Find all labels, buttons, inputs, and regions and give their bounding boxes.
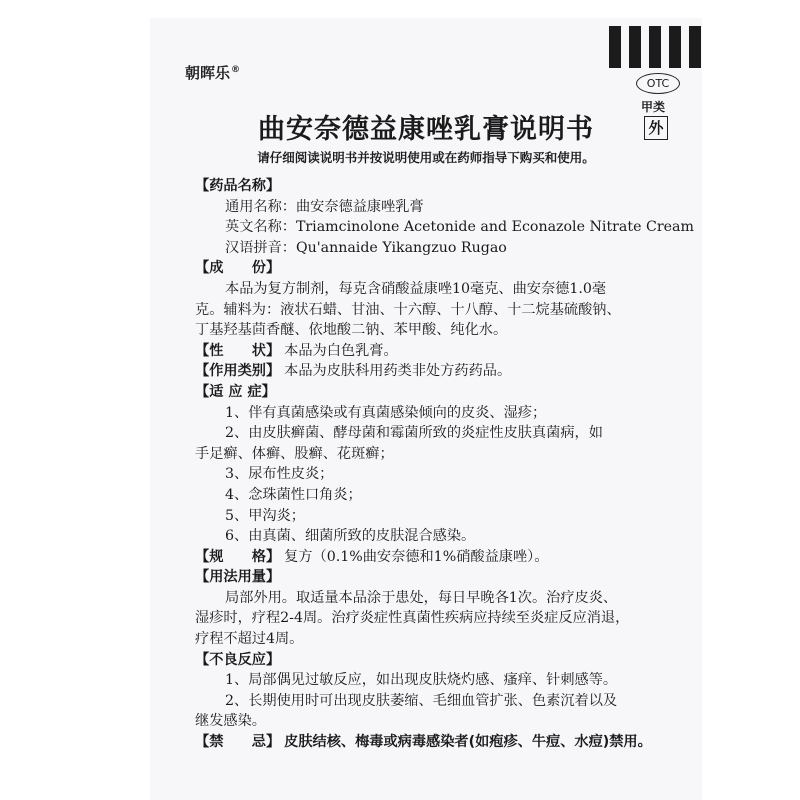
indication-item: 4、念珠菌性口角炎； <box>225 486 362 503</box>
brand-logo <box>185 62 240 83</box>
indication-item: 2、由皮肤癣菌、酵母菌和霉菌所致的炎症性皮肤真菌病，如 <box>225 425 603 442</box>
section-heading-category: 【作用类别】 <box>195 363 281 380</box>
section-heading-composition: 【成 份】 <box>195 260 281 277</box>
adverse-item: 1、局部偶见过敏反应，如出现皮肤烧灼感、瘙痒、针刺感等。 <box>225 672 618 689</box>
english-name: 英文名称：Triamcinolone Acetonide and Econazole Nitrate Cream <box>225 219 694 236</box>
section-heading-spec: 【规 格】 <box>195 548 281 565</box>
bar-mark <box>609 26 621 68</box>
indication-item: 手足癣、体癣、股癣、花斑癣； <box>195 445 394 462</box>
usage-line: 疗程不超过4周。 <box>195 631 304 648</box>
appearance-text: 本品为白色乳膏。 <box>284 342 398 359</box>
external-use-badge: 外 <box>644 116 668 140</box>
indication-item: 3、尿布性皮炎； <box>225 466 334 483</box>
appearance-row <box>195 341 695 362</box>
bar-mark <box>689 26 701 68</box>
indication-item: 5、甲沟炎； <box>225 507 305 524</box>
section-heading-usage: 【用法用量】 <box>195 569 281 586</box>
otc-badge: OTC <box>636 73 680 94</box>
section-heading-indications: 【适 应 症】 <box>195 383 276 400</box>
registered-mark: ® <box>231 65 241 75</box>
category-text: 本品为皮肤科用药类非处方药药品。 <box>284 363 512 380</box>
composition-line: 克。辅料为：液状石蜡、甘油、十六醇、十八醇、十二烷基硫酸钠、 <box>195 301 621 318</box>
usage-line: 湿疹时，疗程2-4周。治疗炎症性真菌性疾病应持续至炎症反应消退， <box>195 610 630 627</box>
indication-item: 1、伴有真菌感染或有真菌感染倾向的皮炎、湿疹； <box>225 404 547 421</box>
indication-item: 6、由真菌、细菌所致的皮肤混合感染。 <box>225 528 476 545</box>
black-bars-mark <box>609 26 701 68</box>
spec-text: 复方（0.1%曲安奈德和1%硝酸益康唑）。 <box>284 548 549 565</box>
usage-line: 局部外用。取适量本品涂于患处，每日早晚各1次。治疗皮炎、 <box>225 589 618 606</box>
adverse-item: 继发感染。 <box>195 713 266 730</box>
reading-notice: 请仔细阅读说明书并按说明使用或在药师指导下购买和使用。 <box>257 150 595 165</box>
composition-line: 本品为复方制剂，每克含硝酸益康唑10毫克、曲安奈德1.0毫 <box>225 280 607 297</box>
pinyin-name: 汉语拼音：Qu'annaide Yikangzuo Rugao <box>225 239 507 256</box>
section-heading-contraindications: 【禁 忌】 <box>195 734 281 751</box>
brand-name: 朝晖乐 <box>185 64 231 82</box>
contraindications-text: 皮肤结核、梅毒或病毒感染者(如疱疹、牛痘、水痘)禁用。 <box>284 734 652 751</box>
section-heading-appearance: 【性 状】 <box>195 342 281 359</box>
page-title: 曲安奈德益康唑乳膏说明书 <box>258 114 594 145</box>
contraindications-row <box>195 732 695 753</box>
category-a-label: 甲类 <box>641 100 666 114</box>
bar-mark <box>629 26 641 68</box>
leaflet-body <box>195 176 695 753</box>
composition-line: 丁基羟基茴香醚、依地酸二钠、苯甲酸、纯化水。 <box>195 322 508 339</box>
section-heading-name: 【药品名称】 <box>195 178 281 194</box>
bar-mark <box>669 26 681 68</box>
adverse-item: 2、长期使用时可出现皮肤萎缩、毛细血管扩张、色素沉着以及 <box>225 692 618 709</box>
spec-row <box>195 547 695 568</box>
generic-name: 通用名称：曲安奈德益康唑乳膏 <box>225 198 424 215</box>
section-heading-adverse: 【不良反应】 <box>195 651 281 668</box>
category-row <box>195 361 695 382</box>
bar-mark <box>649 26 661 68</box>
